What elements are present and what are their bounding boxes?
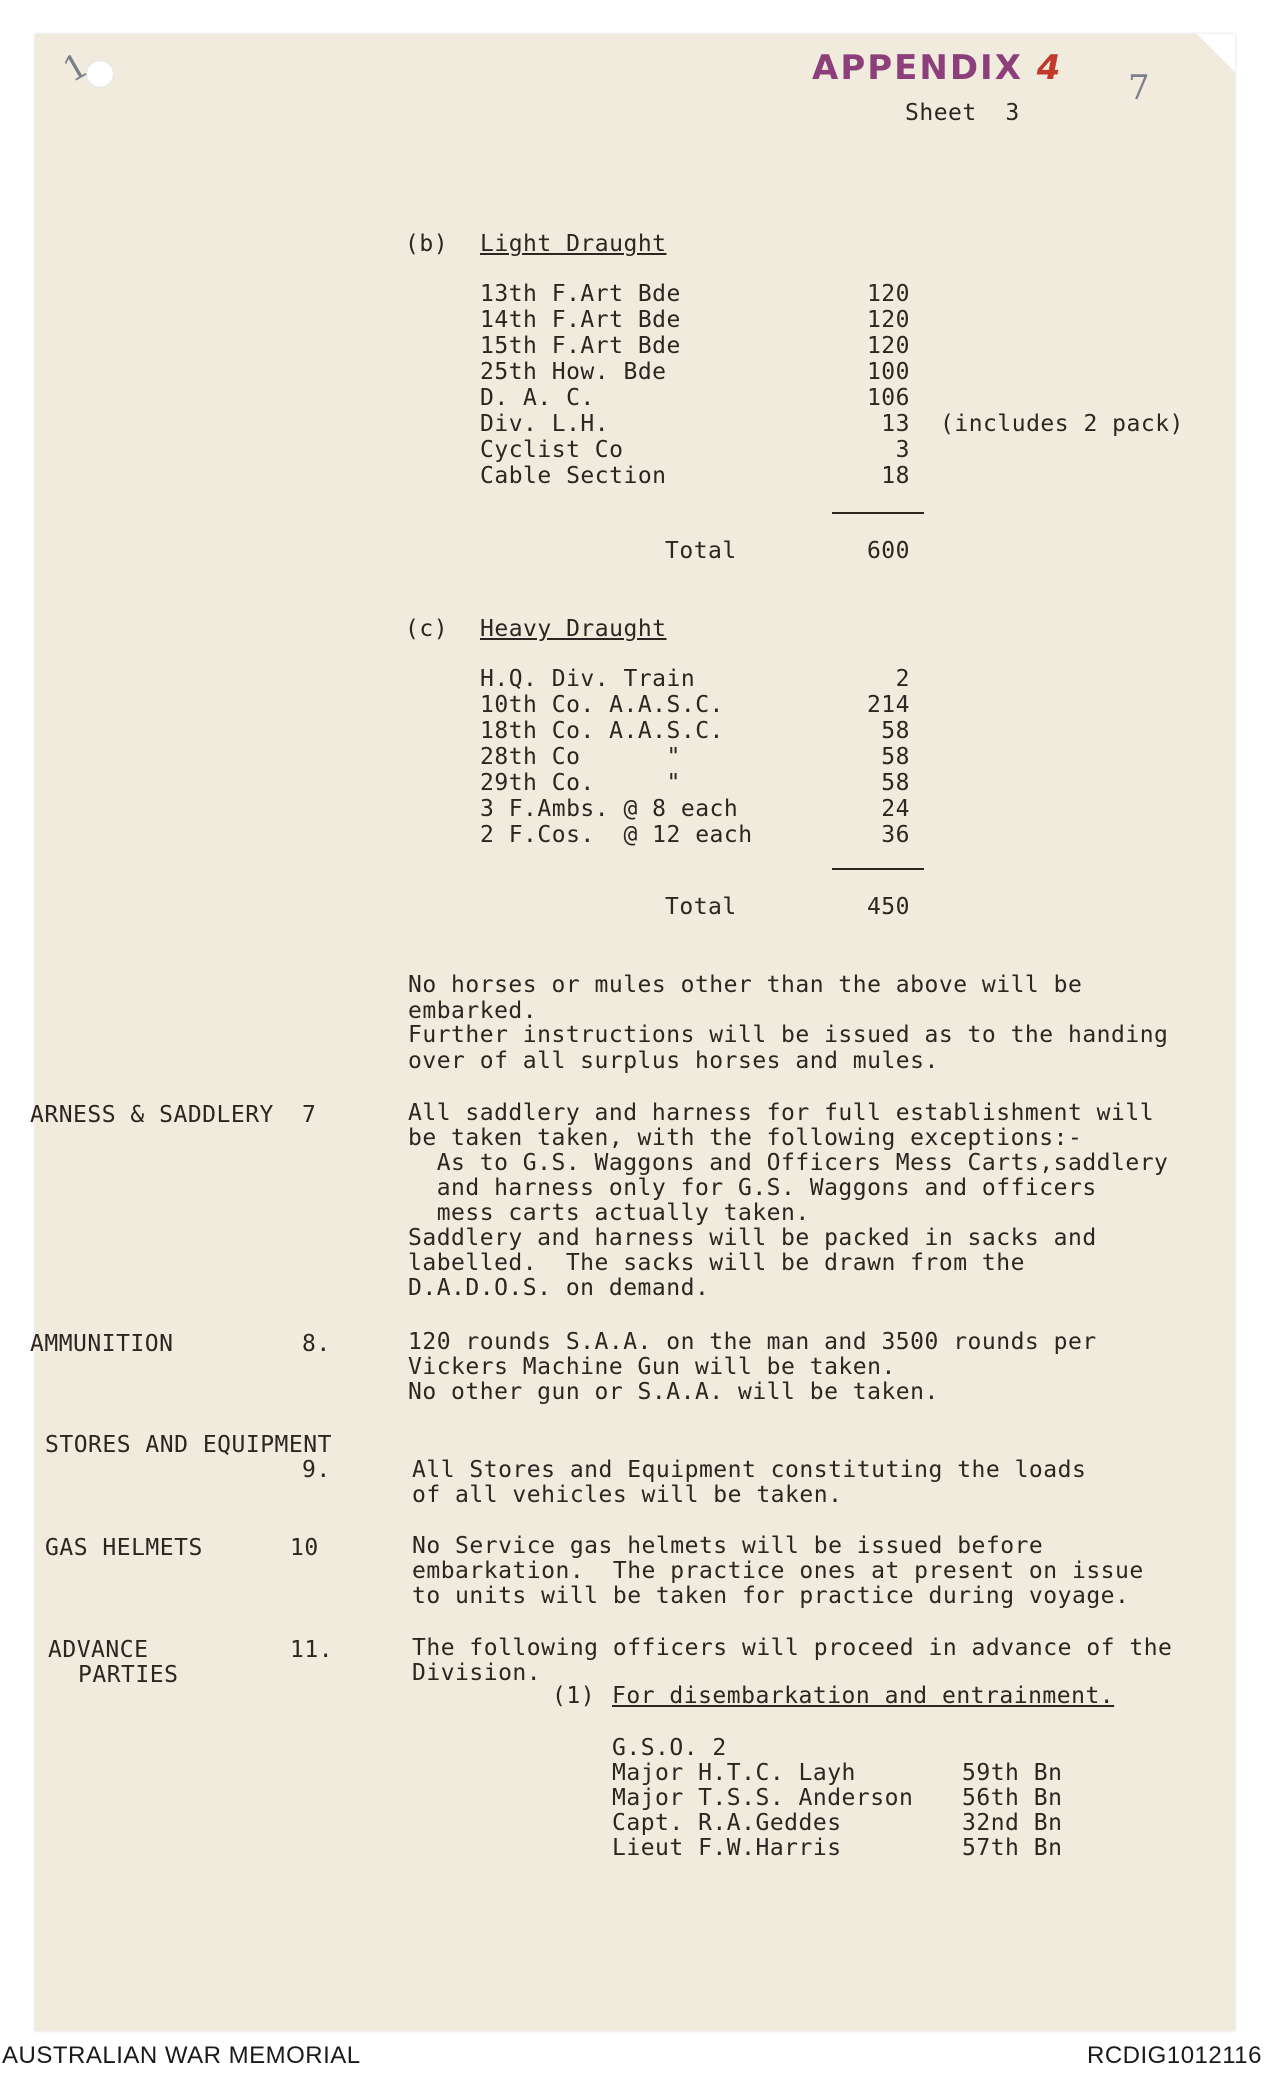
ld-qty: 3	[895, 437, 910, 463]
para-line: to units will be taken for practice during voyage.	[412, 1583, 1130, 1609]
ld-qty: 120	[866, 333, 910, 359]
hd-qty: 2	[895, 666, 910, 692]
heavy-draught-label: (c)	[405, 616, 449, 642]
stamp-number: 4	[1036, 48, 1063, 88]
officer-unit: 32nd Bn	[962, 1810, 1063, 1836]
section-number-stores: 9.	[302, 1457, 331, 1483]
para-line: No Service gas helmets will be issued before	[412, 1533, 1044, 1559]
hd-qty: 58	[881, 770, 910, 796]
ld-total-label: Total	[665, 538, 737, 564]
officer-name: Lieut F.W.Harris	[612, 1835, 842, 1861]
heavy-draught-heading: Heavy Draught	[480, 616, 667, 642]
officer-name: Major H.T.C. Layh	[612, 1760, 856, 1786]
hd-unit: 28th Co "	[480, 744, 681, 770]
note-line: embarked.	[408, 998, 538, 1024]
hd-unit: 2 F.Cos. @ 12 each	[480, 822, 753, 848]
officer-unit: 59th Bn	[962, 1760, 1063, 1786]
officer-name: Major T.S.S. Anderson	[612, 1785, 914, 1811]
footer-institution: AUSTRALIAN WAR MEMORIAL	[2, 2042, 361, 2069]
para-line: 120 rounds S.A.A. on the man and 3500 rounds per	[408, 1329, 1097, 1355]
hd-qty: 36	[881, 822, 910, 848]
ld-qty: 106	[866, 385, 910, 411]
para-line: All Stores and Equipment constituting the loads	[412, 1457, 1087, 1483]
section-number-gas: 10	[290, 1535, 319, 1561]
ld-note: (includes 2 pack)	[940, 411, 1184, 437]
ld-qty: 18	[881, 463, 910, 489]
sheet-number: Sheet 3	[905, 100, 1020, 126]
light-draught-label: (b)	[405, 231, 449, 257]
pencil-page-number: 7	[1128, 68, 1150, 108]
note-line: over of all surplus horses and mules.	[408, 1048, 939, 1074]
ld-total: 600	[866, 538, 910, 564]
footer-record-id: RCDIG1012116	[1087, 2042, 1262, 2069]
note-line: Further instructions will be issued as to the handing	[408, 1022, 1169, 1048]
section-number-advance: 11.	[290, 1637, 334, 1663]
ld-unit: 13th F.Art Bde	[480, 281, 681, 307]
section-title-stores: STORES AND EQUIPMENT	[45, 1432, 332, 1458]
section-title-advance: ADVANCE	[48, 1637, 149, 1663]
ld-unit: 25th How. Bde	[480, 359, 667, 385]
ld-qty: 120	[866, 281, 910, 307]
section-title-harness: ARNESS & SADDLERY	[30, 1102, 274, 1128]
section-title-advance-2: PARTIES	[78, 1662, 179, 1688]
folded-corner	[1197, 34, 1235, 72]
hd-unit: H.Q. Div. Train	[480, 666, 696, 692]
hd-total-label: Total	[665, 894, 737, 920]
officer-unit: 57th Bn	[962, 1835, 1063, 1861]
para-line: D.A.D.O.S. on demand.	[408, 1275, 710, 1301]
para-line: All saddlery and harness for full establishment will	[408, 1100, 1155, 1126]
officer-name: Capt. R.A.Geddes	[612, 1810, 842, 1836]
hd-total: 450	[866, 894, 910, 920]
para-line: As to G.S. Waggons and Officers Mess Carts,saddlery	[408, 1150, 1169, 1176]
section-title-ammunition: AMMUNITION	[30, 1331, 174, 1357]
ld-unit: Cable Section	[480, 463, 667, 489]
para-line: mess carts actually taken.	[408, 1200, 810, 1226]
para-line: No other gun or S.A.A. will be taken.	[408, 1379, 939, 1405]
total-rule	[832, 868, 924, 870]
subsection-label: (1)	[552, 1683, 596, 1709]
para-line: embarkation. The practice ones at present on issue	[412, 1558, 1144, 1584]
para-line: The following officers will proceed in advance of the	[412, 1635, 1173, 1661]
subsection-heading: For disembarkation and entrainment.	[612, 1683, 1115, 1709]
stamp-label: APPENDIX	[812, 48, 1023, 88]
appendix-stamp	[812, 48, 1062, 88]
officer-unit: 56th Bn	[962, 1785, 1063, 1811]
section-title-gas: GAS HELMETS	[45, 1535, 203, 1561]
para-line: and harness only for G.S. Waggons and officers	[408, 1175, 1097, 1201]
ld-unit: Cyclist Co	[480, 437, 624, 463]
hd-qty: 214	[866, 692, 910, 718]
hd-unit: 3 F.Ambs. @ 8 each	[480, 796, 739, 822]
total-rule	[832, 512, 924, 514]
para-line: of all vehicles will be taken.	[412, 1482, 843, 1508]
para-line: Division.	[412, 1660, 542, 1686]
para-line: Vickers Machine Gun will be taken.	[408, 1354, 896, 1380]
section-number-ammunition: 8.	[302, 1331, 331, 1357]
pencil-mark-left: 1	[56, 45, 96, 91]
para-line: Saddlery and harness will be packed in sacks and	[408, 1225, 1097, 1251]
officer-name: G.S.O. 2	[612, 1735, 727, 1761]
hd-qty: 24	[881, 796, 910, 822]
ld-unit: 15th F.Art Bde	[480, 333, 681, 359]
ld-unit: D. A. C.	[480, 385, 595, 411]
ld-unit: Div. L.H.	[480, 411, 610, 437]
para-line: be taken taken, with the following exceptions:-	[408, 1125, 1083, 1151]
ld-qty: 13	[881, 411, 910, 437]
ld-qty: 100	[866, 359, 910, 385]
ld-unit: 14th F.Art Bde	[480, 307, 681, 333]
light-draught-heading: Light Draught	[480, 231, 667, 257]
hd-qty: 58	[881, 744, 910, 770]
hd-unit: 10th Co. A.A.S.C.	[480, 692, 724, 718]
hd-unit: 18th Co. A.A.S.C.	[480, 718, 724, 744]
para-line: labelled. The sacks will be drawn from the	[408, 1250, 1025, 1276]
hd-unit: 29th Co. "	[480, 770, 681, 796]
hd-qty: 58	[881, 718, 910, 744]
section-number-harness: 7	[302, 1102, 317, 1128]
note-line: No horses or mules other than the above will be	[408, 972, 1083, 998]
ld-qty: 120	[866, 307, 910, 333]
